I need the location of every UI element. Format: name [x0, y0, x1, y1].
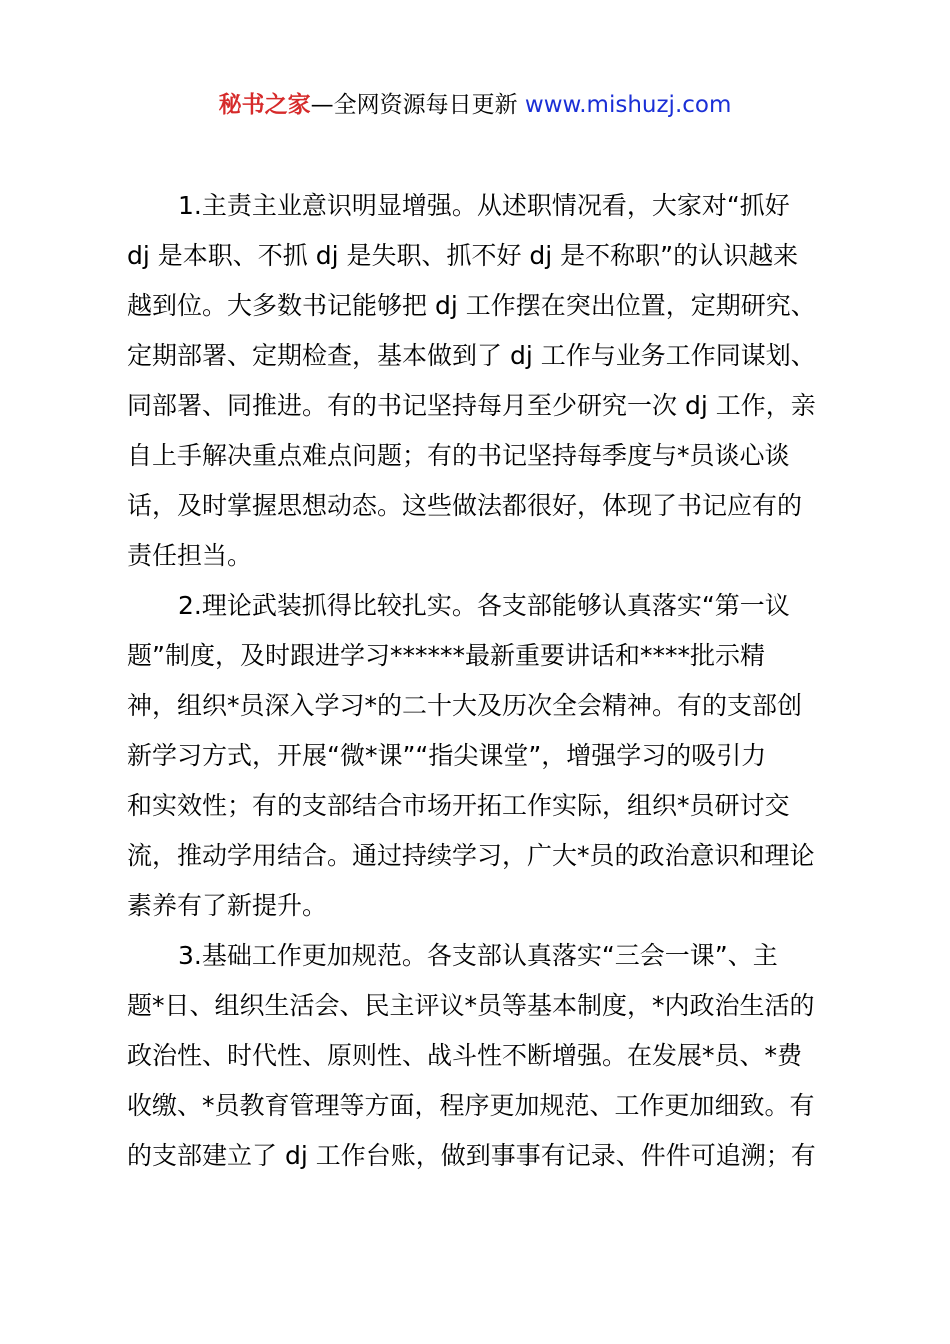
paragraph-line: 越到位。大多数书记能够把 dj 工作摆在突出位置，定期研究、 — [127, 291, 816, 320]
site-header — [0, 88, 950, 122]
paragraph-line: 素养有了新提升。 — [127, 891, 328, 920]
paragraph-line: 新学习方式，开展“微*课”“指尖课堂”，增强学习的吸引力 — [127, 741, 767, 770]
paragraph-line: 流，推动学用结合。通过持续学习，广大*员的政治意识和理论 — [127, 841, 815, 870]
paragraph-2 — [127, 581, 833, 931]
site-url-link[interactable]: www.mishuzj.com — [524, 92, 732, 118]
paragraph-line: 神，组织*员深入学习*的二十大及历次全会精神。有的支部创 — [127, 691, 803, 720]
paragraph-line: 的支部建立了 dj 工作台账，做到事事有记录、件件可追溯；有 — [127, 1141, 816, 1170]
paragraph-1 — [127, 181, 833, 581]
paragraph-line: 自上手解决重点难点问题；有的书记坚持每季度与*员谈心谈 — [127, 441, 790, 470]
paragraph-line: 政治性、时代性、原则性、战斗性不断增强。在发展*员、*费 — [127, 1041, 803, 1070]
document-body — [127, 181, 833, 1181]
header-tagline: —全网资源每日更新 — [310, 92, 525, 118]
paragraph-line: 责任担当。 — [127, 541, 253, 570]
paragraph-line: 同部署、同推进。有的书记坚持每月至少研究一次 dj 工作，亲 — [127, 391, 816, 420]
paragraph-line: 1.主责主业意识明显增强。从述职情况看，大家对“抓好 — [178, 191, 790, 220]
paragraph-line: 收缴、*员教育管理等方面，程序更加规范、工作更加细致。有 — [127, 1091, 815, 1120]
brand-name: 秘书之家 — [218, 92, 311, 118]
paragraph-line: 定期部署、定期检查，基本做到了 dj 工作与业务工作同谋划、 — [127, 341, 816, 370]
paragraph-line: 2.理论武装抓得比较扎实。各支部能够认真落实“第一议 — [178, 591, 790, 620]
paragraph-line: 3.基础工作更加规范。各支部认真落实“三会一课”、主 — [178, 941, 778, 970]
paragraph-line: 和实效性；有的支部结合市场开拓工作实际，组织*员研讨交 — [127, 791, 790, 820]
paragraph-line: dj 是本职、不抓 dj 是失职、抓不好 dj 是不称职”的认识越来 — [127, 241, 799, 270]
paragraph-3 — [127, 931, 833, 1181]
paragraph-line: 题”制度，及时跟进学习******最新重要讲话和****批示精 — [127, 641, 765, 670]
paragraph-line: 话，及时掌握思想动态。这些做法都很好，体现了书记应有的 — [127, 491, 803, 520]
paragraph-line: 题*日、组织生活会、民主评议*员等基本制度，*内政治生活的 — [127, 991, 815, 1020]
